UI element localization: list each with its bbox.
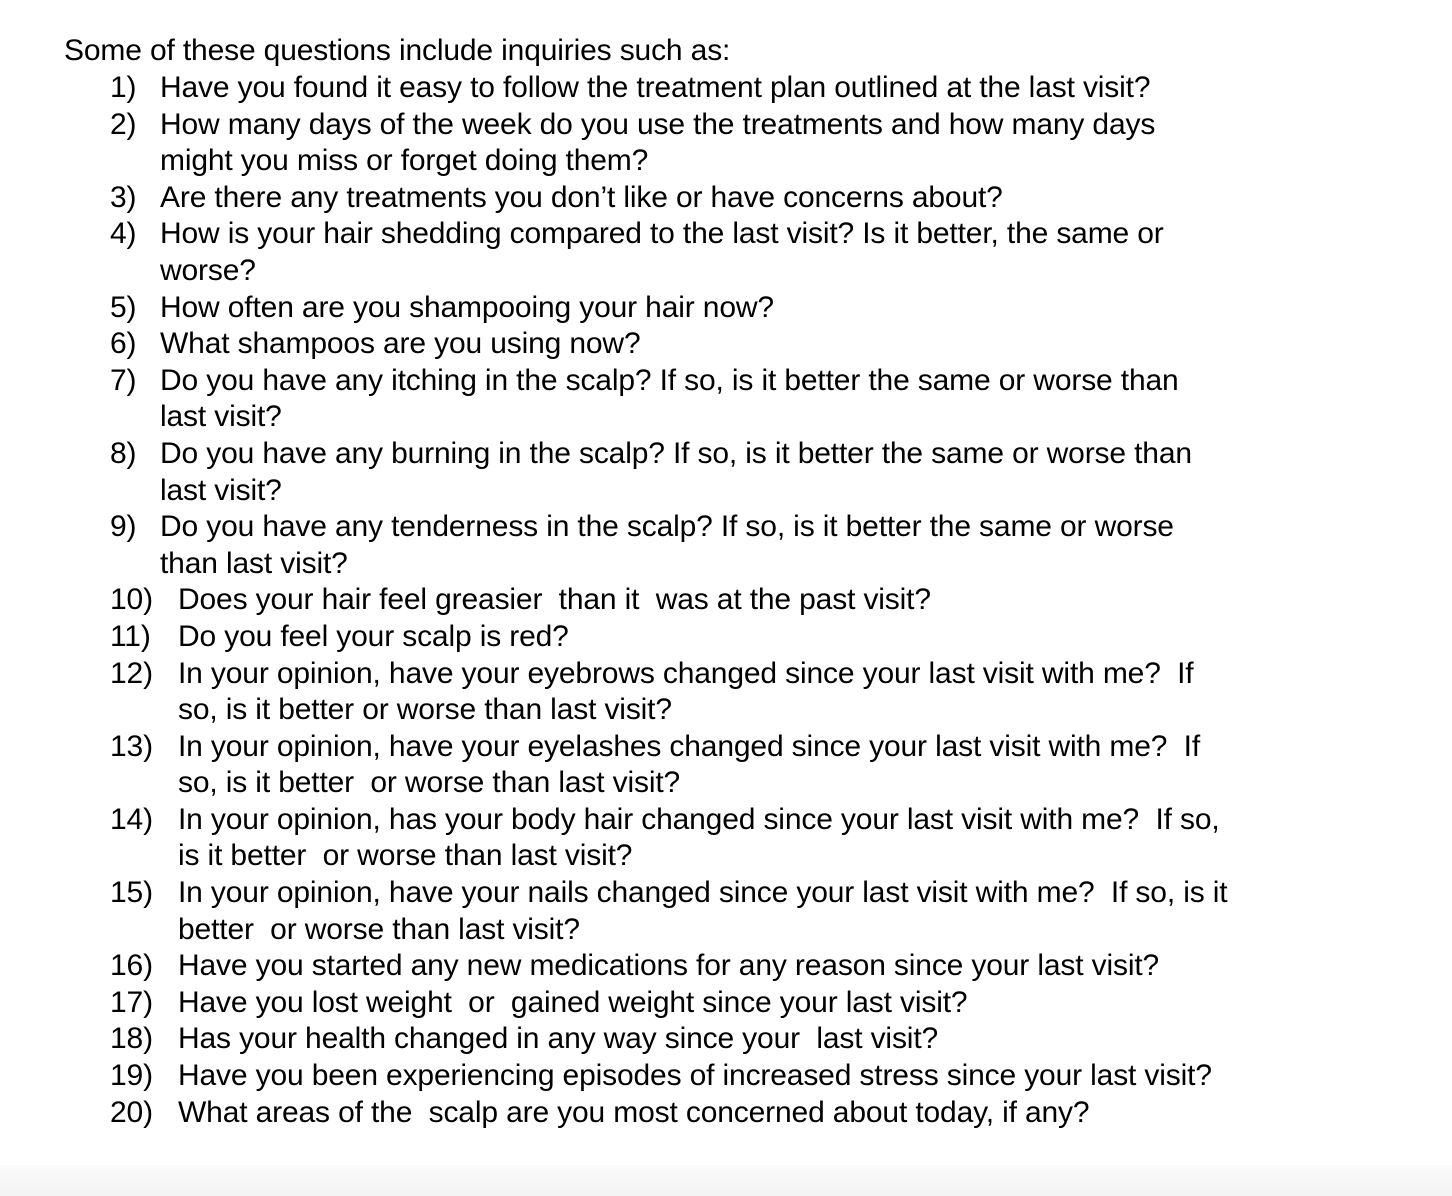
question-text: In your opinion, have your eyelashes changed since your last visit with me? If so, is it better or worse than last visit? <box>178 729 1201 800</box>
question-item <box>0 216 1452 289</box>
page-bottom-edge <box>0 1165 1452 1196</box>
question-text: Does your hair feel greasier than it was at the past visit? <box>178 583 931 617</box>
question-text: Do you have any itching in the scalp? If so, is it better the same or worse than last visit? <box>160 363 1179 434</box>
question-number: 5) <box>110 290 137 324</box>
question-text: Have you been experiencing episodes of increased stress since your last visit? <box>178 1059 1212 1093</box>
question-number: 3) <box>110 180 137 214</box>
question-text: How many days of the week do you use the treatments and how many days might you miss or forget doing them? <box>160 107 1156 178</box>
question-number: 19) <box>110 1059 153 1093</box>
question-item <box>0 802 1452 875</box>
question-number: 16) <box>110 949 153 983</box>
question-text: In your opinion, have your nails changed since your last visit with me? If so, is it better or worse than last visit? <box>178 876 1228 946</box>
question-item <box>0 70 1452 107</box>
question-number: 11) <box>110 619 151 653</box>
question-number: 4) <box>110 217 137 251</box>
question-number: 12) <box>110 656 153 690</box>
question-item <box>0 326 1452 363</box>
question-item <box>0 656 1452 729</box>
question-item <box>0 729 1452 802</box>
question-number: 20) <box>110 1095 153 1129</box>
question-number: 15) <box>110 876 153 910</box>
question-text: Do you have any burning in the scalp? If so, is it better the same or worse than last visit? <box>160 436 1192 507</box>
question-text: Have you lost weight or gained weight since your last visit? <box>178 985 968 1019</box>
question-text: Has your health changed in any way since your last visit? <box>178 1022 939 1056</box>
question-item <box>0 582 1452 619</box>
question-item <box>0 290 1452 327</box>
question-text: Do you have any tenderness in the scalp? If so, is it better the same or worse than last visit? <box>160 510 1174 580</box>
question-number: 18) <box>110 1022 153 1056</box>
question-number: 2) <box>110 107 137 141</box>
question-text: In your opinion, have your eyebrows changed since your last visit with me? If so, is it better or worse than last visit? <box>178 656 1194 727</box>
question-text: Do you feel your scalp is red? <box>178 619 569 653</box>
question-number: 8) <box>110 436 137 470</box>
question-item <box>0 1058 1452 1095</box>
question-number: 1) <box>110 71 137 104</box>
question-text: What areas of the scalp are you most concerned about today, if any? <box>178 1095 1090 1129</box>
question-item <box>0 1095 1452 1132</box>
question-text: Have you found it easy to follow the treatment plan outlined at the last visit? <box>160 71 1151 104</box>
question-number: 7) <box>110 363 137 397</box>
question-item <box>0 180 1452 217</box>
question-number: 14) <box>110 802 153 836</box>
question-text: In your opinion, has your body hair changed since your last visit with me? If so, is it better or worse than last visit? <box>178 802 1220 873</box>
question-item <box>0 436 1452 509</box>
question-item <box>0 107 1452 180</box>
question-item <box>0 619 1452 656</box>
question-number: 9) <box>110 510 137 544</box>
question-number: 10) <box>110 583 153 617</box>
question-item <box>0 985 1452 1022</box>
intro-text: Some of these questions include inquiries such as: <box>64 34 731 67</box>
question-text: How is your hair shedding compared to the last visit? Is it better, the same or worse? <box>160 217 1164 287</box>
question-number: 13) <box>110 729 153 763</box>
question-item <box>0 363 1452 436</box>
question-item <box>0 875 1452 948</box>
question-item <box>0 1021 1452 1058</box>
question-number: 17) <box>110 985 153 1019</box>
question-text: Are there any treatments you don’t like or have concerns about? <box>160 180 1003 214</box>
question-item <box>0 509 1452 582</box>
question-list <box>0 70 1452 1131</box>
question-text: Have you started any new medications for any reason since your last visit? <box>178 949 1160 983</box>
question-text: What shampoos are you using now? <box>160 327 641 361</box>
question-number: 6) <box>110 327 137 361</box>
question-item <box>0 948 1452 985</box>
question-text: How often are you shampooing your hair now? <box>160 290 774 324</box>
